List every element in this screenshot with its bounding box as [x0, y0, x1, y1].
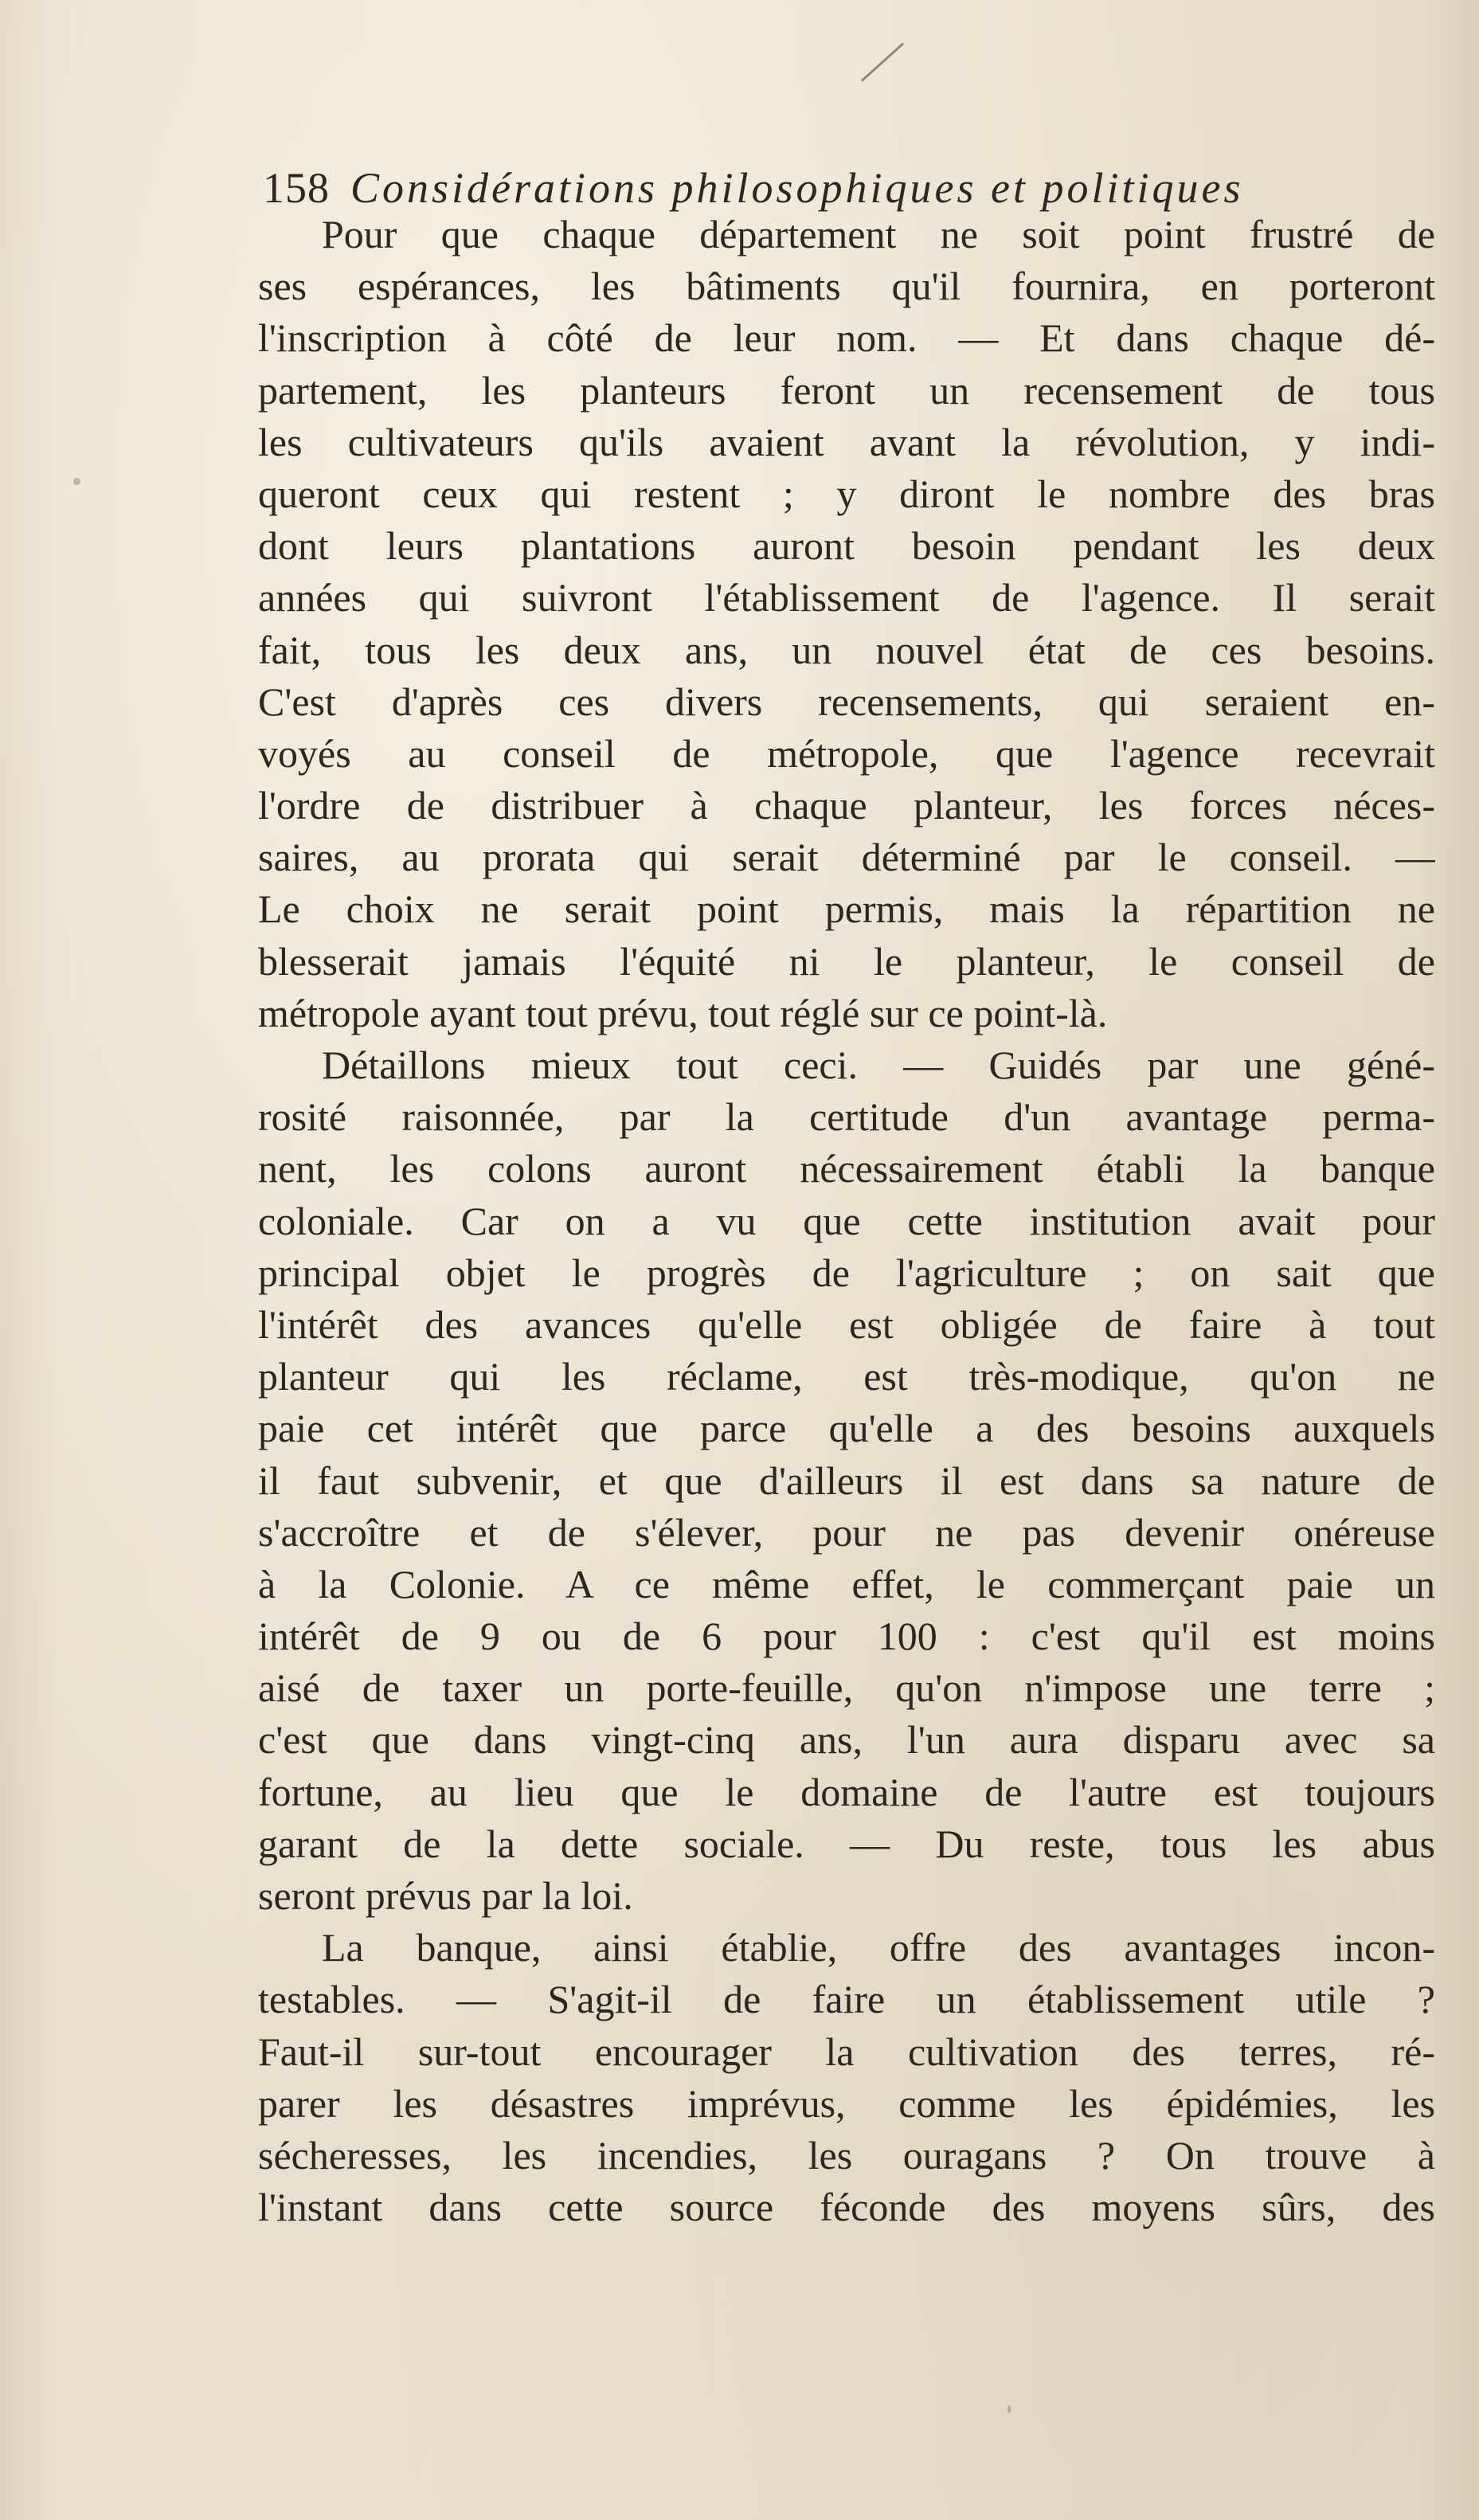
pen-mark — [861, 43, 904, 82]
text-line: saires, au prorata qui serait déterminé par le conseil. — — [258, 835, 1435, 880]
text-line: il faut subvenir, et que d'ailleurs il est dans sa nature de — [258, 1458, 1435, 1503]
paragraph — [258, 1039, 1435, 1922]
page-number: 158 — [263, 164, 330, 212]
text-line: l'inscription à côté de leur nom. — Et dans chaque dé- — [258, 315, 1435, 361]
running-title: Considérations philosophiques et politiques — [350, 164, 1244, 212]
paragraph — [258, 209, 1435, 1039]
text-line: garant de la dette sociale. — Du reste, tous les abus — [258, 1821, 1435, 1866]
text-line: voyés au conseil de métropole, que l'agence recevrait — [258, 730, 1435, 776]
paper-speck — [73, 478, 80, 485]
text-line: ses espérances, les bâtiments qu'il fournira, en porteront — [258, 264, 1435, 309]
paragraph — [258, 1922, 1435, 2233]
text-line: partement, les planteurs feront un recensement de tous — [258, 367, 1435, 413]
text-line: à la Colonie. A ce même effet, le commerçant paie un — [258, 1561, 1435, 1606]
text-line: parer les désastres imprévus, comme les épidémies, les — [258, 2080, 1435, 2126]
text-line: aisé de taxer un porte-feuille, qu'on n'impose une terre ; — [258, 1665, 1435, 1711]
text-line: testables. — S'agit-il de faire un établissement utile ? — [258, 1977, 1435, 2022]
text-line: Le choix ne serait point permis, mais la répartition ne — [258, 886, 1435, 932]
text-line: s'accroître et de s'élever, pour ne pas devenir onéreuse — [258, 1509, 1435, 1555]
text-line: coloniale. Car on a vu que cette institution avait pour — [258, 1198, 1435, 1243]
text-line: queront ceux qui restent ; y diront le nombre des bras — [258, 471, 1435, 516]
text-line: planteur qui les réclame, est très-modique, qu'on ne — [258, 1354, 1435, 1399]
text-line: métropole ayant tout prévu, tout réglé sur ce point-là. — [258, 990, 1108, 1035]
text-line: C'est d'après ces divers recensements, qui seraient en- — [258, 679, 1435, 724]
paper-speck — [1008, 2405, 1011, 2413]
text-line: sécheresses, les incendies, les ouragans ? On trouve à — [258, 2132, 1435, 2178]
body-text — [258, 209, 1435, 2233]
text-line: l'intérêt des avances qu'elle est obligée de faire à tout — [258, 1301, 1435, 1347]
text-line: Pour que chaque département ne soit point frustré de — [322, 212, 1435, 256]
text-line: fait, tous les deux ans, un nouvel état de ces besoins. — [258, 627, 1435, 672]
text-line: années qui suivront l'établissement de l'agence. Il serait — [258, 575, 1435, 620]
text-line: paie cet intérêt que parce qu'elle a des besoins auxquels — [258, 1406, 1435, 1451]
text-line: fortune, au lieu que le domaine de l'autre est toujours — [258, 1769, 1435, 1814]
text-line: blesserait jamais l'équité ni le planteur, le conseil de — [258, 938, 1435, 984]
text-line: l'ordre de distribuer à chaque planteur, les forces néces- — [258, 783, 1435, 828]
text-line: Faut-il sur-tout encourager la cultivation des terres, ré- — [258, 2029, 1435, 2074]
text-line: intérêt de 9 ou de 6 pour 100 : c'est qu'il est moins — [258, 1614, 1435, 1659]
text-line: La banque, ainsi établie, offre des avantages incon- — [322, 1925, 1435, 1970]
text-line: seront prévus par la loi. — [258, 1873, 633, 1918]
text-line: principal objet le progrès de l'agriculture ; on sait que — [258, 1250, 1435, 1295]
text-line: nent, les colons auront nécessairement établi la banque — [258, 1146, 1435, 1192]
text-line: les cultivateurs qu'ils avaient avant la révolution, y indi- — [258, 419, 1435, 464]
text-line: Détaillons mieux tout ceci. — Guidés par une géné- — [322, 1043, 1435, 1087]
text-line: c'est que dans vingt-cinq ans, l'un aura disparu avec sa — [258, 1717, 1435, 1763]
text-line: dont leurs plantations auront besoin pendant les deux — [258, 523, 1435, 569]
text-line: rosité raisonnée, par la certitude d'un avantage perma- — [258, 1094, 1435, 1140]
text-line: l'instant dans cette source féconde des moyens sûrs, des — [258, 2185, 1435, 2230]
